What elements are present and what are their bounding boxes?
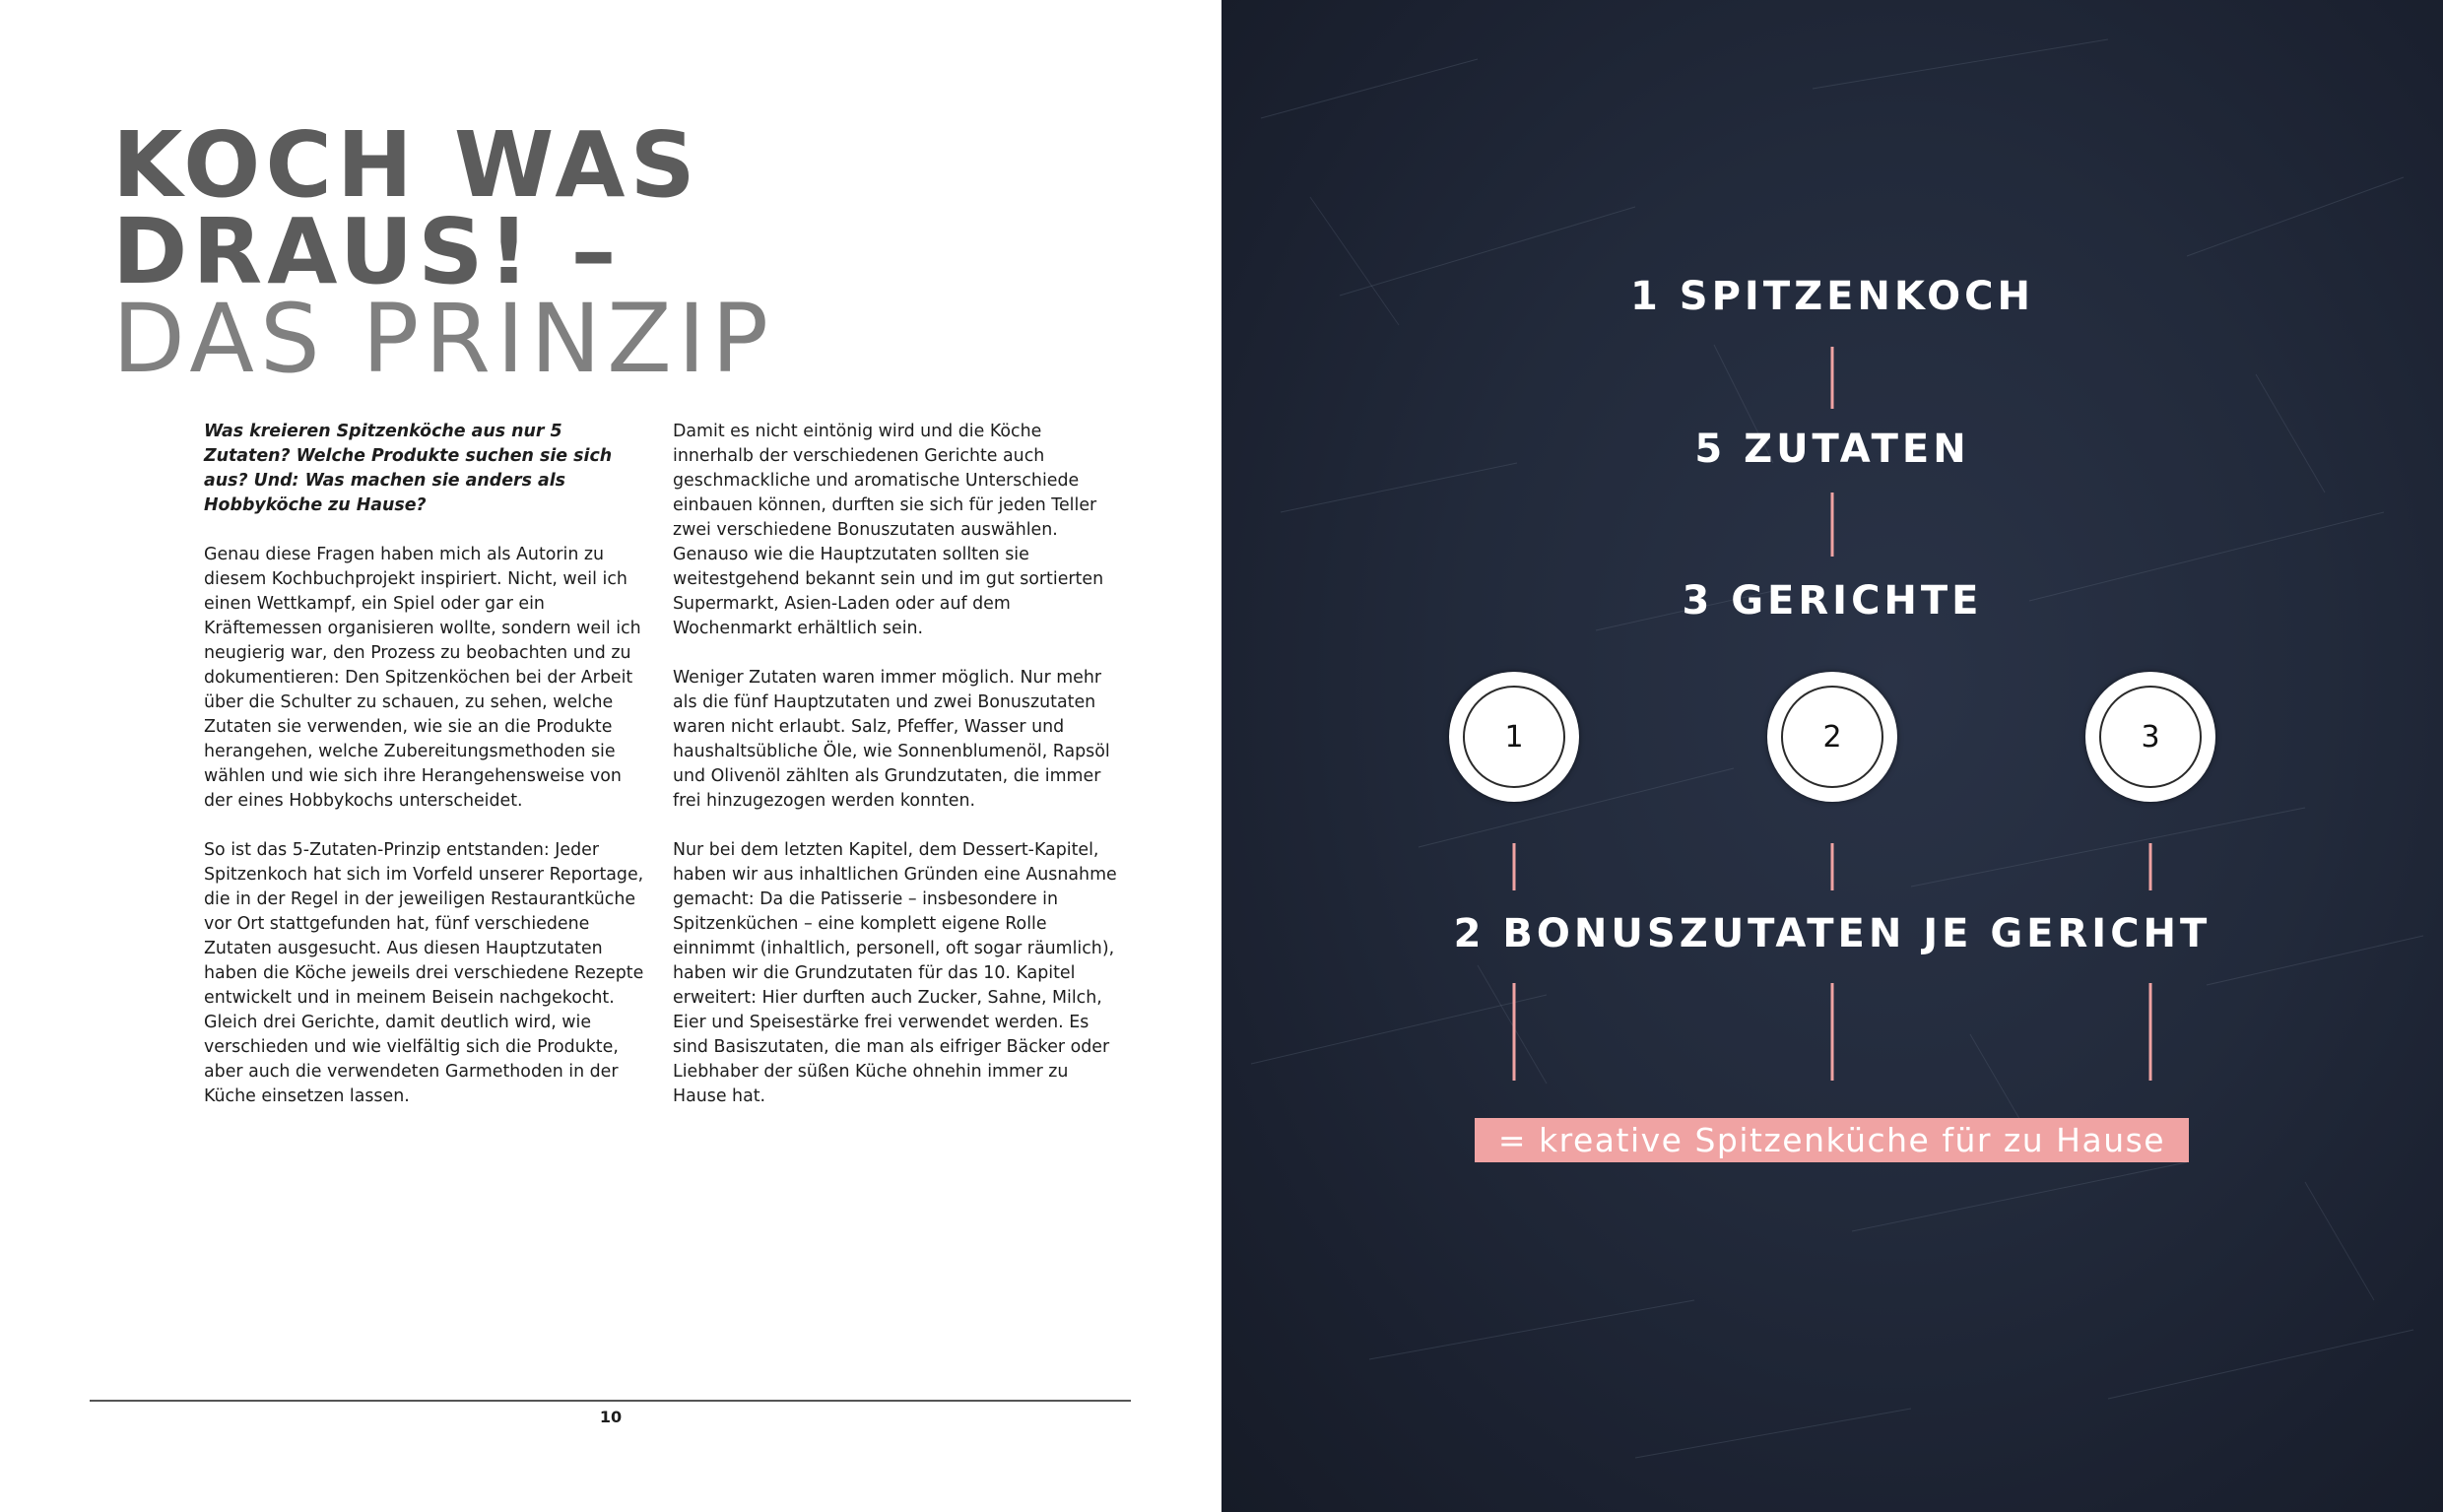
title-line-3: DAS PRINZIP (112, 284, 775, 394)
text-column-2 (673, 420, 1124, 1134)
intro-paragraph: Was kreieren Spitzenköche aus nur 5 Zutaten? Welche Produkte suchen sie sich aus? Und: Was machen sie anders als Hobbyköche zu Hause? (204, 422, 613, 515)
right-page-infographic (1222, 0, 2443, 1512)
text-column-1 (204, 420, 649, 1134)
result-banner: = kreative Spitzenküche für zu Hause (1475, 1118, 2189, 1162)
paragraph: Nur bei dem letzten Kapitel, dem Dessert-Kapitel, haben wir aus inhaltlichen Gründen eine Ausnahme gemacht: Da die Patisserie – insbesondere in Spitzenküchen – eine komplett eigene Rolle einnimmt (inhaltlich, personell, oft sogar räumlich), haben wir die Grundzutaten für das 10. Kapitel erweitert: Hier durften auch Zucker, Sahne, Milch, Eier und Speisestärke frei verwendet werden. Es sind Basiszutaten, die man als eifriger Bäcker oder Liebhaber der süßen Küche ohnehin immer zu Hause hat. (673, 840, 1117, 1106)
title-line-1: KOCH WAS (112, 112, 700, 218)
title-line-2: DRAUS! – (112, 199, 622, 304)
page-title (112, 112, 775, 394)
step-spitzenkoch: 1 SPITZENKOCH (1630, 274, 2034, 319)
page-number: 10 (599, 1408, 623, 1426)
paragraph: Weniger Zutaten waren immer möglich. Nur mehr als die fünf Hauptzutaten und zwei Bonuszutaten waren nicht erlaubt. Salz, Pfeffer, Wasser und haushaltsübliche Öle, wie Sonnenblumenöl, Rapsöl und Olivenöl zählten als Grundzutaten, die immer frei hinzugezogen werden konnten. (673, 668, 1110, 811)
plate-icon-3 (2085, 672, 2215, 802)
footer-rule (90, 1400, 1131, 1402)
paragraph: So ist das 5-Zutaten-Prinzip entstanden: Jeder Spitzenkoch hat sich im Vorfeld unserer Reportage, die in der Regel in der jeweiligen Restaurantküche vor Ort stattgefunden hat, fünf verschiedene Zutaten ausgesucht. Aus diesen Hauptzutaten haben die Köche jeweils drei verschiedene Rezepte entwickelt und in meinem Beisein nachgekocht. Gleich drei Gerichte, damit deutlich wird, wie verschieden und wie vielfältig sich die Produkte, aber auch die verwendeten Garmethoden in der Küche einsetzen lassen. (204, 840, 644, 1106)
plate-number: 3 (2099, 686, 2202, 788)
plate-icon-1 (1449, 672, 1579, 802)
step-gerichte: 3 GERICHTE (1682, 578, 1983, 624)
step-bonuszutaten: 2 BONUSZUTATEN JE GERICHT (1453, 911, 2212, 956)
plate-icon-2 (1767, 672, 1897, 802)
plate-number: 2 (1781, 686, 1883, 788)
paragraph: Damit es nicht eintönig wird und die Köche innerhalb der verschiedenen Gerichte auch geschmackliche und aromatische Unterschiede einbauen können, durften sie sich für jeden Teller zwei verschiedene Bonuszutaten auswählen. Genauso wie die Hauptzutaten sollten sie weitestgehend bekannt sein und im gut sortierten Supermarkt, Asien-Laden oder auf dem Wochenmarkt erhältlich sein. (673, 422, 1104, 638)
paragraph: Genau diese Fragen haben mich als Autorin zu diesem Kochbuchprojekt inspiriert. Nicht, weil ich einen Wettkampf, ein Spiel oder gar ein Kräftemessen organisieren wollte, sondern weil ich neugierig war, den Prozess zu beobachten und zu dokumentieren: Den Spitzenköchen bei der Arbeit über die Schulter zu schauen, zu sehen, welche Zutaten sie verwenden, wie sie an die Produkte herangehen, welche Zubereitungsmethoden sie wählen und wie sich ihre Herangehensweise von der eines Hobbykochs unterscheidet. (204, 545, 641, 811)
step-zutaten: 5 ZUTATEN (1694, 427, 1970, 472)
plate-number: 1 (1463, 686, 1565, 788)
